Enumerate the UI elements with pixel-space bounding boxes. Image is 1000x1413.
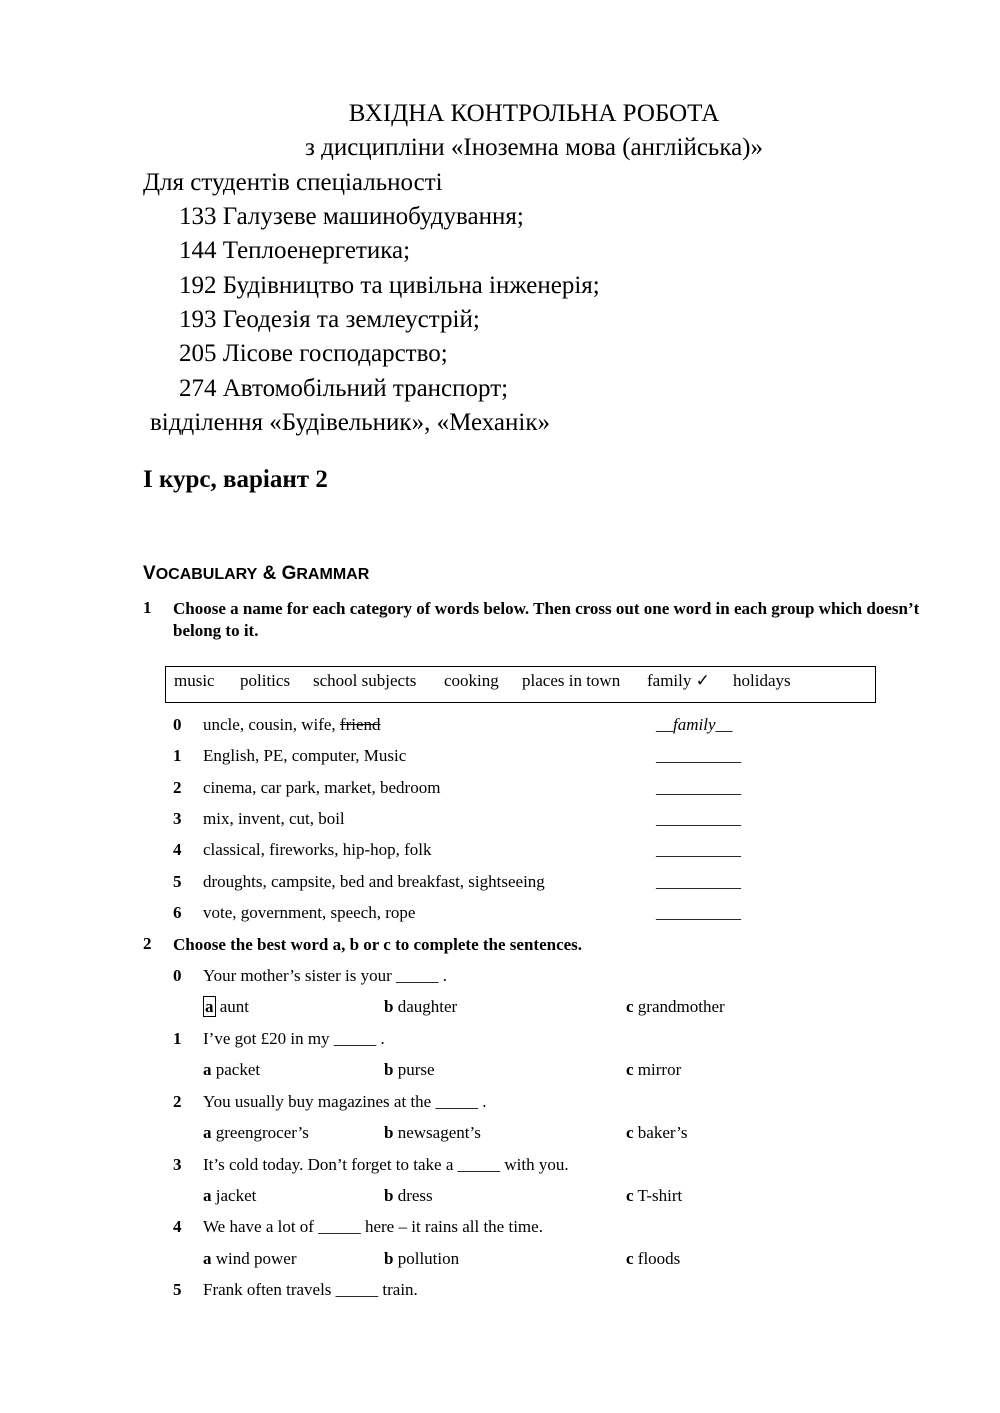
word-group: uncle, cousin, wife, friend (203, 715, 381, 734)
option-b[interactable]: b newsagent’s (384, 1123, 481, 1142)
option-b[interactable]: b daughter (384, 997, 458, 1016)
for-students-label: Для студентів спеціальності (143, 169, 443, 196)
question-sentence: I’ve got £20 in my _____ . (203, 1029, 385, 1048)
question-sentence: It’s cold today. Don’t forget to take a _____ with you. (203, 1155, 569, 1174)
task-number: 1 (143, 598, 152, 617)
question-sentence: Frank often travels _____ train. (203, 1280, 418, 1299)
specialty-item: 193 Геодезія та землеустрій; (179, 306, 480, 333)
question-number: 3 (173, 1155, 182, 1174)
answer-blank[interactable]: __________ (656, 840, 741, 859)
page-title: ВХІДНА КОНТРОЛЬНА РОБОТА (348, 100, 720, 127)
item-number: 4 (173, 840, 182, 859)
answer-blank[interactable]: __________ (656, 872, 741, 891)
option-a[interactable]: a greengrocer’s (203, 1123, 309, 1142)
item-number: 0 (173, 715, 182, 734)
task-number: 2 (143, 934, 152, 953)
question-sentence: You usually buy magazines at the _____ . (203, 1092, 487, 1111)
word-group: classical, fireworks, hip-hop, folk (203, 840, 432, 859)
word-group: vote, government, speech, rope (203, 903, 416, 922)
specialty-item: 192 Будівництво та цивільна інженерія; (179, 272, 600, 299)
specialty-item: 274 Автомобільний транспорт; (179, 375, 509, 402)
word-bank-item: family ✓ (647, 671, 710, 690)
task-instruction: Choose the best word a, b or c to complete the sentences. (173, 935, 583, 954)
specialty-item: 205 Лісове господарство; (179, 340, 448, 367)
answer-blank[interactable]: __________ (656, 778, 741, 797)
selected-option-marker: a (205, 997, 214, 1016)
word-group: mix, invent, cut, boil (203, 809, 345, 828)
option-c[interactable]: c T-shirt (626, 1186, 683, 1205)
item-number: 3 (173, 809, 182, 828)
word-bank-item: cooking (444, 671, 499, 690)
question-number: 5 (173, 1280, 182, 1299)
option-a[interactable]: a packet (203, 1060, 261, 1079)
question-number: 2 (173, 1092, 182, 1111)
option-a[interactable]: a aunt (205, 997, 250, 1016)
option-a[interactable]: a jacket (203, 1186, 257, 1205)
word-group: English, PE, computer, Music (203, 746, 407, 765)
word-bank-item: music (174, 671, 215, 690)
word-group: droughts, campsite, bed and breakfast, sightseeing (203, 872, 545, 891)
word-bank-item: places in town (522, 671, 621, 690)
specialty-item: 144 Теплоенергетика; (179, 237, 411, 264)
word-bank-item: politics (240, 671, 291, 690)
answer-blank[interactable]: __________ (656, 746, 741, 765)
item-number: 2 (173, 778, 182, 797)
option-b[interactable]: b dress (384, 1186, 433, 1205)
task-instruction: Choose a name for each category of words below. Then cross out one word in each group which doesn’t belong to it. (173, 599, 920, 640)
option-c[interactable]: c mirror (626, 1060, 682, 1079)
word-group: cinema, car park, market, bedroom (203, 778, 441, 797)
answer-blank[interactable]: __________ (656, 903, 741, 922)
departments-line: відділення «Будівельник», «Механік» (150, 409, 550, 436)
answer-blank[interactable]: __________ (656, 809, 741, 828)
option-b[interactable]: b pollution (384, 1249, 460, 1268)
course-variant-heading: І курс, варіант 2 (143, 466, 328, 493)
option-a[interactable]: a wind power (203, 1249, 297, 1268)
option-b[interactable]: b purse (384, 1060, 435, 1079)
section-heading: VOCABULARY & GRAMMAR (143, 563, 370, 584)
example-answer: family (673, 715, 716, 734)
answer-line-example: __family__ (656, 715, 733, 734)
word-bank-item: holidays (733, 671, 791, 690)
crossed-word: friend (339, 715, 381, 734)
item-number: 6 (173, 903, 182, 922)
question-number: 1 (173, 1029, 182, 1048)
word-bank-box (165, 666, 876, 703)
option-c[interactable]: c floods (626, 1249, 681, 1268)
item-number: 1 (173, 746, 182, 765)
option-c[interactable]: c baker’s (626, 1123, 688, 1142)
word-bank-item: school subjects (313, 671, 417, 690)
question-number: 0 (173, 966, 182, 985)
specialty-item: 133 Галузеве машинобудування; (179, 203, 524, 230)
question-sentence: We have a lot of _____ here – it rains all the time. (203, 1217, 543, 1236)
question-number: 4 (173, 1217, 182, 1236)
option-c[interactable]: c grandmother (626, 997, 725, 1016)
page-subtitle: з дисципліни «Іноземна мова (англійська)» (304, 134, 764, 161)
item-number: 5 (173, 872, 182, 891)
question-sentence: Your mother’s sister is your _____ . (203, 966, 447, 985)
